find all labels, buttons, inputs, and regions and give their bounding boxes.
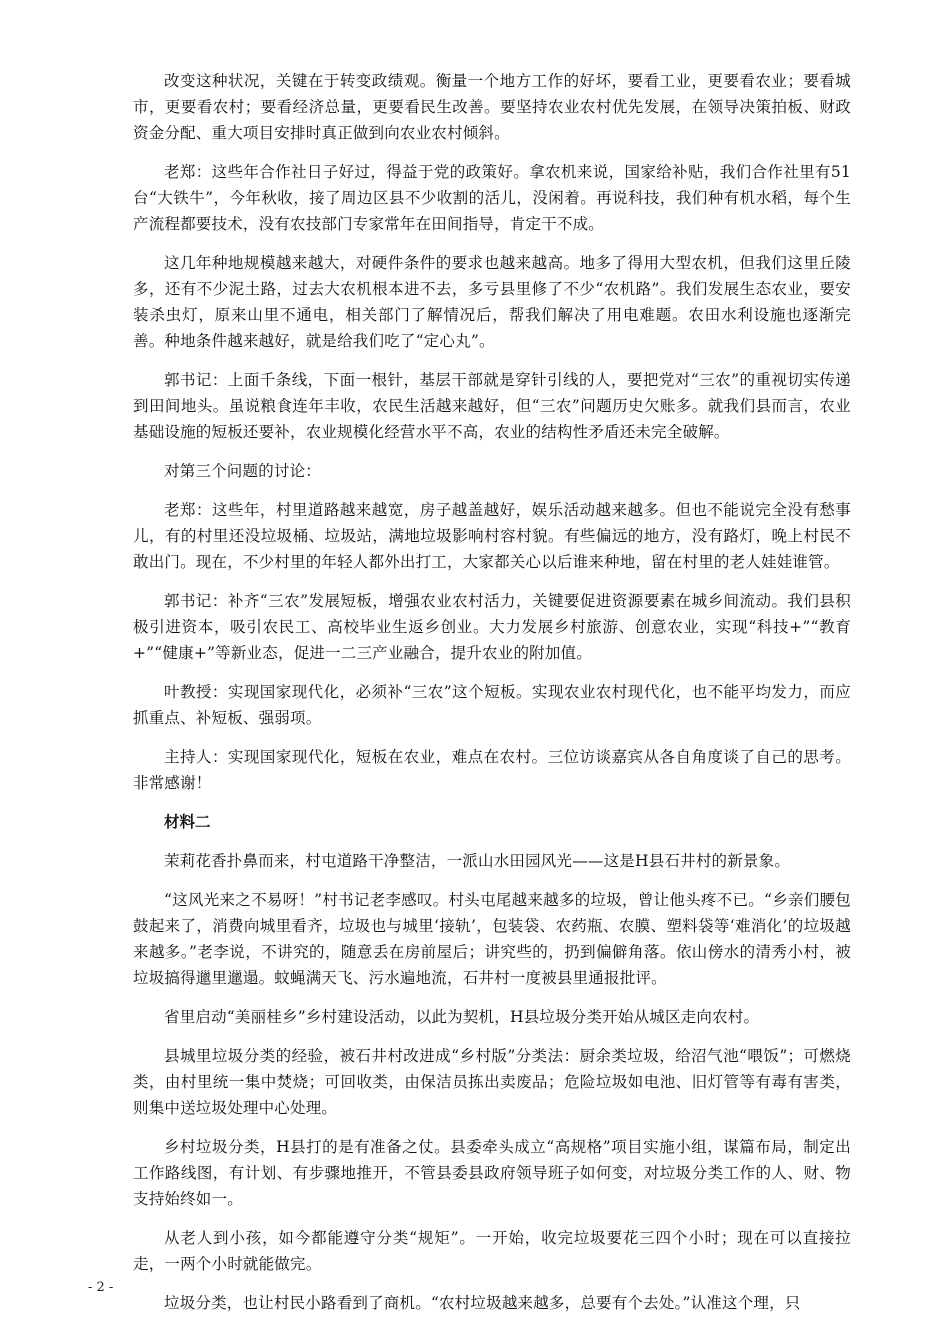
paragraph: 乡村垃圾分类，H县打的是有准备之仗。县委牵头成立“高规格”项目实施小组，谋篇布局，制定出工作路线图，有计划、有步骤地推开，不管县委县政府领导班子如何变，对垃圾分类工作的人、财、物支持始终如一。 <box>133 1138 851 1208</box>
paragraph: 县城里垃圾分类的经验，被石井村改进成“乡村版”分类法：厨余类垃圾，给沼气池“喂饭”；可燃烧类，由村里统一集中焚烧；可回收类，由保洁员拣出卖废品；危险垃圾如电池、旧灯管等有毒有害类，则集中送垃圾处理中心处理。 <box>133 1047 851 1117</box>
paragraph: “这风光来之不易呀！”村书记老李感叹。村头屯尾越来越多的垃圾，曾让他头疼不已。“乡亲们腰包鼓起来了，消费向城里看齐，垃圾也与城里‘接轨’，包装袋、农药瓶、农膜、塑料袋等‘难消化’的垃圾越来越多。”老李说，不讲究的，随意丢在房前屋后；讲究些的，扔到偏僻角落。依山傍水的清秀小村，被垃圾搞得邋里邋遢。蚊蝇满天飞、污水遍地流，石井村一度被县里通报批评。 <box>133 891 851 987</box>
paragraph: 郭书记：补齐“三农”发展短板，增强农业农村活力，关键要促进资源要素在城乡间流动。我们县积极引进资本，吸引农民工、高校毕业生返乡创业。大力发展乡村旅游、创意农业，实现“科技+”“教育+”“健康+”等新业态，促进一二三产业融合，提升农业的附加值。 <box>133 592 851 662</box>
paragraph: 省里启动“美丽桂乡”乡村建设活动，以此为契机，H县垃圾分类开始从城区走向农村。 <box>164 1008 760 1026</box>
paragraph: 老郑：这些年，村里道路越来越宽，房子越盖越好，娱乐活动越来越多。但也不能说完全没有愁事儿，有的村里还没垃圾桶、垃圾站，满地垃圾影响村容村貌。有些偏远的地方，没有路灯，晚上村民不敢出门。现在，不少村里的年轻人都外出打工，大家都关心以后谁来种地，留在村里的老人娃娃谁管。 <box>133 501 851 571</box>
paragraph: 改变这种状况，关键在于转变政绩观。衡量一个地方工作的好坏，要看工业，更要看农业；要看城市，更要看农村；要看经济总量，更要看民生改善。要坚持农业农村优先发展，在领导决策拍板、财政资金分配、重大项目安排时真正做到向农业农村倾斜。 <box>133 72 851 142</box>
paragraph: 叶教授：实现国家现代化，必须补“三农”这个短板。实现农业农村现代化，也不能平均发力，而应抓重点、补短板、强弱项。 <box>133 683 851 727</box>
paragraph: 主持人：实现国家现代化，短板在农业，难点在农村。三位访谈嘉宾从各自角度谈了自己的思考。非常感谢！ <box>133 748 851 792</box>
section-heading: 材料二 <box>164 812 211 831</box>
paragraph: 垃圾分类，也让村民小路看到了商机。“农村垃圾越来越多，总要有个去处。”认准这个理，只 <box>164 1294 801 1312</box>
paragraph: 茉莉花香扑鼻而来，村屯道路干净整洁，一派山水田园风光——这是H县石井村的新景象。 <box>164 852 791 870</box>
paragraph: 老郑：这些年合作社日子好过，得益于党的政策好。拿农机来说，国家给补贴，我们合作社里有51台“大铁牛”，今年秋收，接了周边区县不少收割的活儿，没闲着。再说科技，我们种有机水稻，每个生产流程都要技术，没有农技部门专家常年在田间指导，肯定干不成。 <box>133 163 851 233</box>
paragraph: 郭书记：上面千条线，下面一根针，基层干部就是穿针引线的人，要把党对“三农”的重视切实传递到田间地头。虽说粮食连年丰收，农民生活越来越好，但“三农”问题历史欠账多。就我们县而言，农业基础设施的短板还要补，农业规模化经营水平不高，农业的结构性矛盾还未完全破解。 <box>133 371 851 441</box>
page-number: - 2 - <box>88 1280 114 1295</box>
paragraph: 从老人到小孩，如今都能遵守分类“规矩”。一开始，收完垃圾要花三四个小时；现在可以直接拉走，一两个小时就能做完。 <box>133 1229 851 1273</box>
paragraph: 这几年种地规模越来越大，对硬件条件的要求也越来越高。地多了得用大型农机，但我们这里丘陵多，还有不少泥土路，过去大农机根本进不去，多亏县里修了不少“农机路”。我们发展生态农业，要安装杀虫灯，原来山里不通电，相关部门了解情况后，帮我们解决了用电难题。农田水利设施也逐渐完善。种地条件越来越好，就是给我们吃了“定心丸”。 <box>133 254 851 350</box>
document-body <box>133 68 851 1329</box>
paragraph: 对第三个问题的讨论： <box>164 462 322 480</box>
